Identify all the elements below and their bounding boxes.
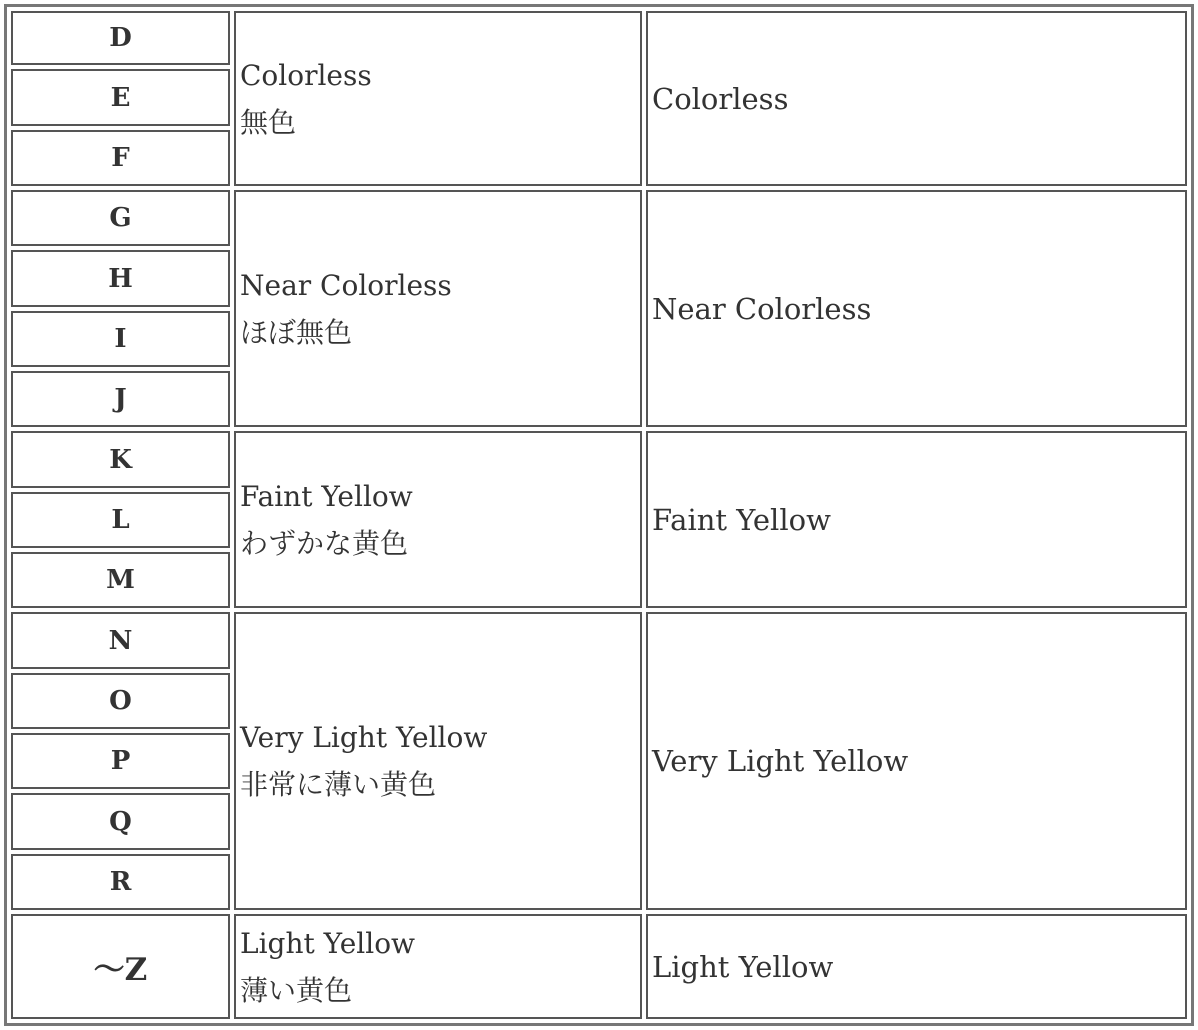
table-row xyxy=(11,11,1187,65)
table-row xyxy=(11,431,1187,487)
en-label-cell: Colorless xyxy=(646,11,1187,186)
jp-label-cell xyxy=(234,914,642,1019)
grade-cell: R xyxy=(11,854,230,910)
en-label-cell: Near Colorless xyxy=(646,190,1187,427)
grade-cell: J xyxy=(11,371,230,427)
grade-cell: E xyxy=(11,69,230,125)
jp-label-cell xyxy=(234,431,642,608)
grade-cell: D xyxy=(11,11,230,65)
jp-label-ja: ほぼ無色 xyxy=(240,315,353,349)
table-row xyxy=(11,190,1187,246)
jp-label-en: Very Light Yellow xyxy=(240,721,488,755)
table-row xyxy=(11,612,1187,668)
en-label-cell: Faint Yellow xyxy=(646,431,1187,608)
jp-label-en: Near Colorless xyxy=(240,268,452,302)
jp-label-ja: 無色 xyxy=(240,105,297,139)
grade-cell: P xyxy=(11,733,230,789)
grade-cell: N xyxy=(11,612,230,668)
grade-cell: Q xyxy=(11,793,230,849)
jp-label-en: Light Yellow xyxy=(240,926,416,960)
color-grade-table-body xyxy=(11,11,1187,1019)
grade-cell: I xyxy=(11,311,230,367)
grade-cell: M xyxy=(11,552,230,608)
en-label-cell: Very Light Yellow xyxy=(646,612,1187,910)
grade-cell: L xyxy=(11,492,230,548)
grade-cell: H xyxy=(11,250,230,306)
color-grade-table xyxy=(4,4,1194,1026)
grade-cell: G xyxy=(11,190,230,246)
jp-label-en: Colorless xyxy=(240,58,372,92)
jp-label-en: Faint Yellow xyxy=(240,479,413,513)
en-label-cell: Light Yellow xyxy=(646,914,1187,1019)
jp-label-cell xyxy=(234,190,642,427)
grade-cell: O xyxy=(11,673,230,729)
grade-cell: K xyxy=(11,431,230,487)
jp-label-cell xyxy=(234,11,642,186)
grade-cell: ～Z xyxy=(11,914,230,1019)
table-row xyxy=(11,914,1187,1019)
jp-label-ja: 薄い黄色 xyxy=(240,973,353,1007)
grade-cell: F xyxy=(11,130,230,186)
jp-label-ja: わずかな黄色 xyxy=(240,526,409,560)
jp-label-cell xyxy=(234,612,642,910)
jp-label-ja: 非常に薄い黄色 xyxy=(240,768,437,802)
